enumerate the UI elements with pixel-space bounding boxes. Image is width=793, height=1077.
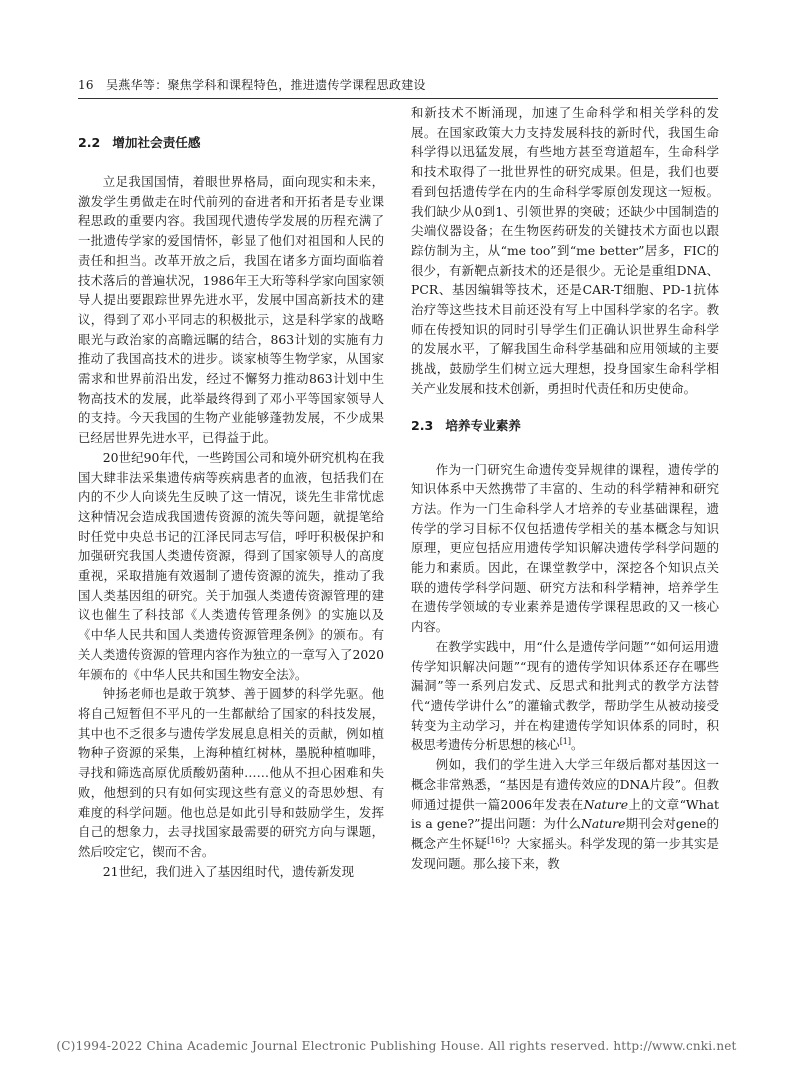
citation-ref: [1] [559,737,572,747]
paragraph-text: 例如，我们的学生进入大学三年级后都对基因这一概念非常熟悉，“基因是有遗传效应的DNA片段”。但教师通过提供一篇2006年发表在 [411,757,719,812]
body-paragraph: 钟扬老师也是敢于筑梦、善于圆梦的科学先驱。他将自己短暂但不平凡的一生都献给了国家的科技发展，其中也不乏很多与遗传学发展息息相关的贡献，例如植物种子资源的采集，上海种植红树林，墨脱种植咖啡，寻找和筛选高原优质酸奶菌种……他从不担心困难和失败，他想到的只有如何实现这些有意义的奇思妙想、有难度的科学问题。他也总是如此引导和鼓励学生，发挥自己的想象力，去寻找国家最需要的研究方向与课题，然后咬定它，锲而不舍。 [78,686,384,859]
body-paragraph: 20世纪90年代，一些跨国公司和境外研究机构在我国大肆非法采集遗传病等疾病患者的血液，包括我们在内的不少人向谈先生反映了这一情况，谈先生非常忧虑这种情况会造成我国遗传资源的流失等问题，就提笔给时任党中央总书记的江泽民同志写信，呼吁积极保护和加强研究我国人类遗传资源，得到了国家领导人的高度重视，采取措施有效遏制了遗传资源的流失，推动了我国人类基因组的研究。关于加强人类遗传资源管理的建议也催生了科技部《人类遗传管理条例》的实施以及《中华人民共和国人类遗传资源管理条例》的颁布。有关人类遗传资源的管理内容作为独立的一章写入了2020年颁布的《中华人民共和国生物安全法》。 [78,449,384,682]
body-paragraph-continued: 和新技术不断涌现，加速了生命科学和相关学科的发展。在国家政策大力支持发展科技的新时代，我国生命科学得以迅猛发展，有些地方甚至弯道超车，生命科学和技术取得了一批世界性的研究成果。但是，我们也要看到包括遗传学在内的生命科学零原创发现这一短板。我们缺少从0到1、引领世界的突破；还缺少中国制造的尖端仪器设备；在生物医药研发的关键技术方面也以跟踪仿制为主，从“me too”到“me better”居多，FIC的很少，有新靶点新技术的还是很少。无论是重组DNA、PCR、基因编辑等技术，还是CAR-T细胞、PD-1抗体治疗等这些技术目前还没有写上中国科学家的名字。教师在传授知识的同时引导学生们正确认识世界生命科学的发展水平，了解我国生命科学基础和应用领域的主要挑战，鼓励学生们树立远大理想，投身国家生命科学相关产业发展和技术创新，勇担时代责任和历史使命。 [411,105,719,396]
section-heading-2-2 [78,133,384,153]
paragraph-text: 期刊会对gene的概念产生怀疑 [411,816,720,851]
journal-name: Nature [581,816,626,832]
paragraph-text: 。 [571,737,584,753]
body-paragraph: 21世纪，我们进入了基因组时代，遗传新发现 [102,863,354,879]
body-paragraph [411,637,719,755]
paragraph-text: ？大家摇头。科学发现的第一步其实是发现问题。那么接下来，教 [411,835,720,871]
journal-name: Nature [583,796,629,812]
paragraph-text: 在教学实践中，用“什么是遗传学问题”“如何运用遗传学知识解决问题”“现有的遗传学知识体系还存在哪些漏洞”等一系列启发式、反思式和批判式的教学方法替代“遗传学讲什么”的灌输式教学，帮助学生从被动接受转变为主动学习，并在构建遗传学知识体系的同时，积极思考遗传分析思想的核心 [411,638,719,753]
body-paragraph [411,755,719,873]
body-paragraph: 立足我国国情，着眼世界格局，面向现实和未来，激发学生勇做走在时代前列的奋进者和开拓者是专业课程思政的重要内容。我国现代遗传学发展的历程充满了一批遗传学家的爱国情怀，彰显了他们对祖国和人民的责任和担当。改革开放之后，我国在诸多方面均面临着技术落后的普遍状况，1986年王大珩等科学家向国家领导人提出要跟踪世界先进水平，发展中国高新技术的建议，得到了邓小平同志的积极批示，这是科学家的战略眼光与政治家的高瞻远瞩的结合，863计划的实施有力推动了我国高技术的进步。谈家桢等生物学家，从国家需求和世界前沿出发，经过不懈努力推动863计划中生物高技术的发展，此举最终得到了邓小平等国家领导人的支持。今天我国的生物产业能够蓬勃发展，不少成果已经居世界先进水平，已得益于此。 [78,174,384,446]
section-title: 增加社会责任感 [112,135,201,150]
page-number: 16 [78,78,94,92]
section-number: 2.3 [411,417,434,433]
body-paragraph: 作为一门研究生命遗传变异规律的课程，遗传学的知识体系中天然携带了丰富的、生动的科学精神和研究方法。作为一门生命科学人才培养的专业基础课程，遗传学的学习目标不仅包括遗传学相关的基本概念与知识原理，更应包括应用遗传学知识解决遗传学科学问题的能力和素质。因此，在课堂教学中，深挖各个知识点关联的遗传学科学问题、研究方法和科学精神，培养学生在遗传学领域的专业素养是遗传学课程思政的又一核心内容。 [411,461,719,635]
section-title: 培养专业素养 [445,417,521,433]
paragraph-text: 上的文章“What is a gene?”提出问题：为什么 [411,796,719,832]
section-number: 2.2 [78,135,101,150]
copyright-footer: (C)1994-2022 China Academic Journal Electronic Publishing House. All rights reserved. http://www.cnki.net [56,1039,737,1053]
running-title: 吴燕华等：聚焦学科和课程特色，推进遗传学课程思政建设 [106,78,426,92]
header-rule [78,98,718,99]
section-heading-2-3 [411,416,719,436]
right-column [411,103,719,873]
running-header [78,76,426,93]
left-column [78,133,384,881]
citation-ref: [16] [487,835,504,845]
